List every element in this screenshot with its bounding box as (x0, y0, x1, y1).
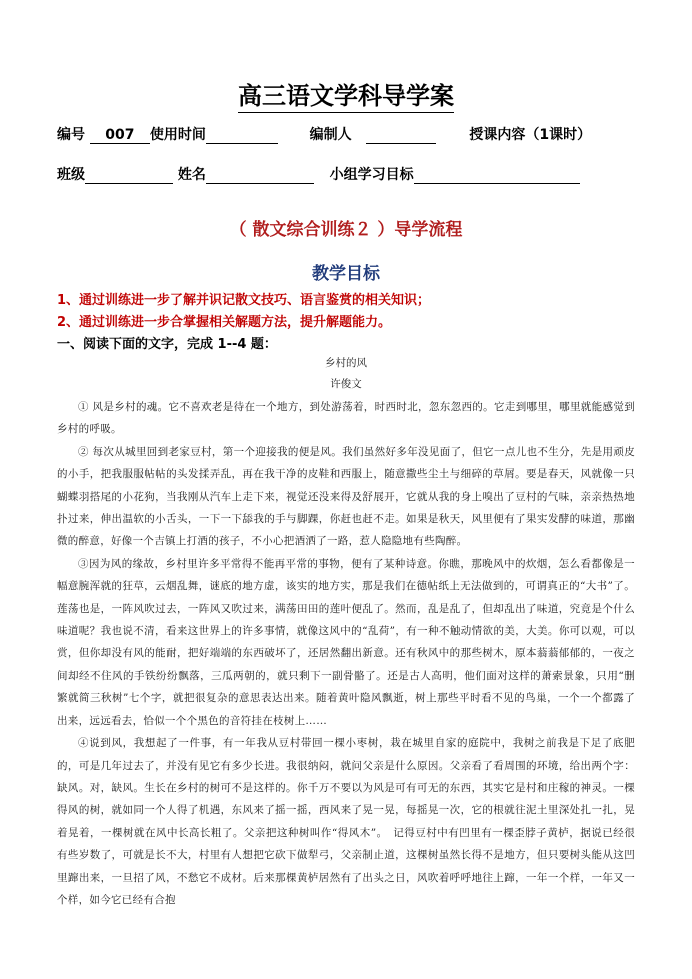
group-goal-field[interactable] (414, 167, 580, 184)
number-value: 007 (105, 127, 135, 143)
paragraph-3: ③因为风的缘故，乡村里许多平常得不能再平常的事物，便有了某种诗意。你瞧，那晚风中的炊烟，怎么看都像是一幅意腕浑就的狂草，云烟乱舞，谜底的地方虚，该实的地方实，那是我们在德帖纸上无法做到的，可谓真正的“大书”了。莲荡也是，一阵风吹过去，一阵风又吹过来，满荡田田的莲叶便乱了。然而，乱是乱了，但却乱出了味道，究竟是个什么味道呢？我也说不清，看来这世界上的许多事情，就像这风中的“乱荷”，有一种不触动情欲的美，大美。你可以观，可以赏，但你却没有风的能耐，把好端端的东西破坏了，还居然翻出新意。还有秋风中的那些树木，原本蓊蓊郁郁的，一夜之间却经不住风的手铁纷纷飘落，三瓜两朝的，就只剩下一副骨骼了。还是古人高明，他们面对这样的萧索景象，只用“删繁就简三秋树”七个字，就把很复杂的意思表达出来。随着黄叶隐风飘逝，树上那些平时看不见的鸟巢，一个一个都露了出来，远远看去，恰似一个个黑色的音符挂在枝树上…… (57, 557, 635, 727)
class-field[interactable] (85, 167, 173, 184)
flow-heading: （ 散文综合训练２ ）导学流程 (229, 220, 463, 240)
editor-field[interactable] (366, 127, 436, 144)
section-heading: 一、阅读下面的文字，完成 1--4 题： (57, 337, 277, 352)
group-goal-label: 小组学习目标 (329, 167, 414, 183)
page-title-text: 高三语文学科导学案 (238, 81, 454, 113)
goals-heading: 教学目标 (312, 264, 380, 284)
article-author: 许俊文 (330, 378, 362, 390)
article-title: 乡村的风 (325, 357, 367, 369)
meta-row-2 (57, 164, 580, 184)
name-label: 姓名 (177, 167, 206, 183)
meta-row-1 (57, 124, 591, 144)
name-field[interactable] (206, 167, 314, 184)
content-label: 授课内容（1课时） (469, 127, 592, 143)
paragraph-4: ④说到风，我想起了一件事，有一年我从豆村带回一棵小枣树，栽在城里自家的庭院中，我树之前我是下足了底肥的，可是几年过去了，并没有见它有多少长进。我很纳闷，就问父亲是什么原因。父亲看了看周围的环境，给出两个字：缺风。对，缺风。生长在乡村的树可不是这样的。你千万不要以为风是可有可无的东西，其实它是村和庄稼的神灵。一棵得风的树，就如同一个人得了机遇，东风来了摇一摇，西风来了晃一晃，每摇晃一次，它的根就往泥土里深处扎一扎，晃着晃着，一棵树就在风中长高长粗了。父亲把这种树叫作“得风木”。 记得豆村中有凹里有一棵歪脖子黄栌，据说已经很有些岁数了，可就是长不大，村里有人想把它砍下做犁弓，父亲制止道，这棵树虽然长得不是地方，但只要树头能从这凹里蹿出来，一旦招了风，不愁它不成材。后来那棵黄栌居然有了出头之日，风吹着呼呼地往上蹿，一年一个样，一年又一个样，如今它已经有合抱 (57, 737, 635, 906)
page-title (0, 76, 692, 111)
number-label: 编号 (57, 127, 85, 143)
paragraph-1: ① 风是乡村的魂。它不喜欢老是待在一个地方，到处游荡着，时西时北，忽东忽西的。它走到哪里，哪里就能感觉到乡村的呼吸。 (57, 401, 635, 436)
goal-item-1: 1、通过训练进一步了解并识记散文技巧、语言鉴赏的相关知识； (57, 293, 431, 308)
article-body (57, 396, 635, 911)
time-label: 使用时间 (149, 127, 206, 143)
editor-label: 编制人 (309, 127, 352, 143)
goal-item-2: 2、通过训练进一步合掌握相关解题方法，提升解题能力。 (57, 315, 392, 330)
class-label: 班级 (57, 167, 85, 183)
time-field[interactable] (206, 127, 278, 144)
paragraph-2: ② 每次从城里回到老家豆村，第一个迎接我的便是风。我们虽然好多年没见面了，但它一点儿也不生分，先是用顽皮的小手，把我服服帖帖的头发揉弄乱，再在我干净的皮鞋和西服上，随意撒些尘土与细碎的草屑。要是春天，风就像一只蝴蝶羽搭尾的小花狗，当我刚从汽车上走下来，视觉还没来得及舒展开，它就从我的身上嗅出了豆村的气味，亲亲热热地扑过来，伸出温软的小舌头，一下一下舔我的手与脚踝，你赶也赶不走。如果是秋天，风里便有了果实发酵的味道，那幽微的醉意，好像一个吉镇上打酒的孩子，不小心把酒洒了一路，惹人隐隐地有些陶醉。 (57, 445, 635, 548)
number-field[interactable] (90, 127, 150, 144)
